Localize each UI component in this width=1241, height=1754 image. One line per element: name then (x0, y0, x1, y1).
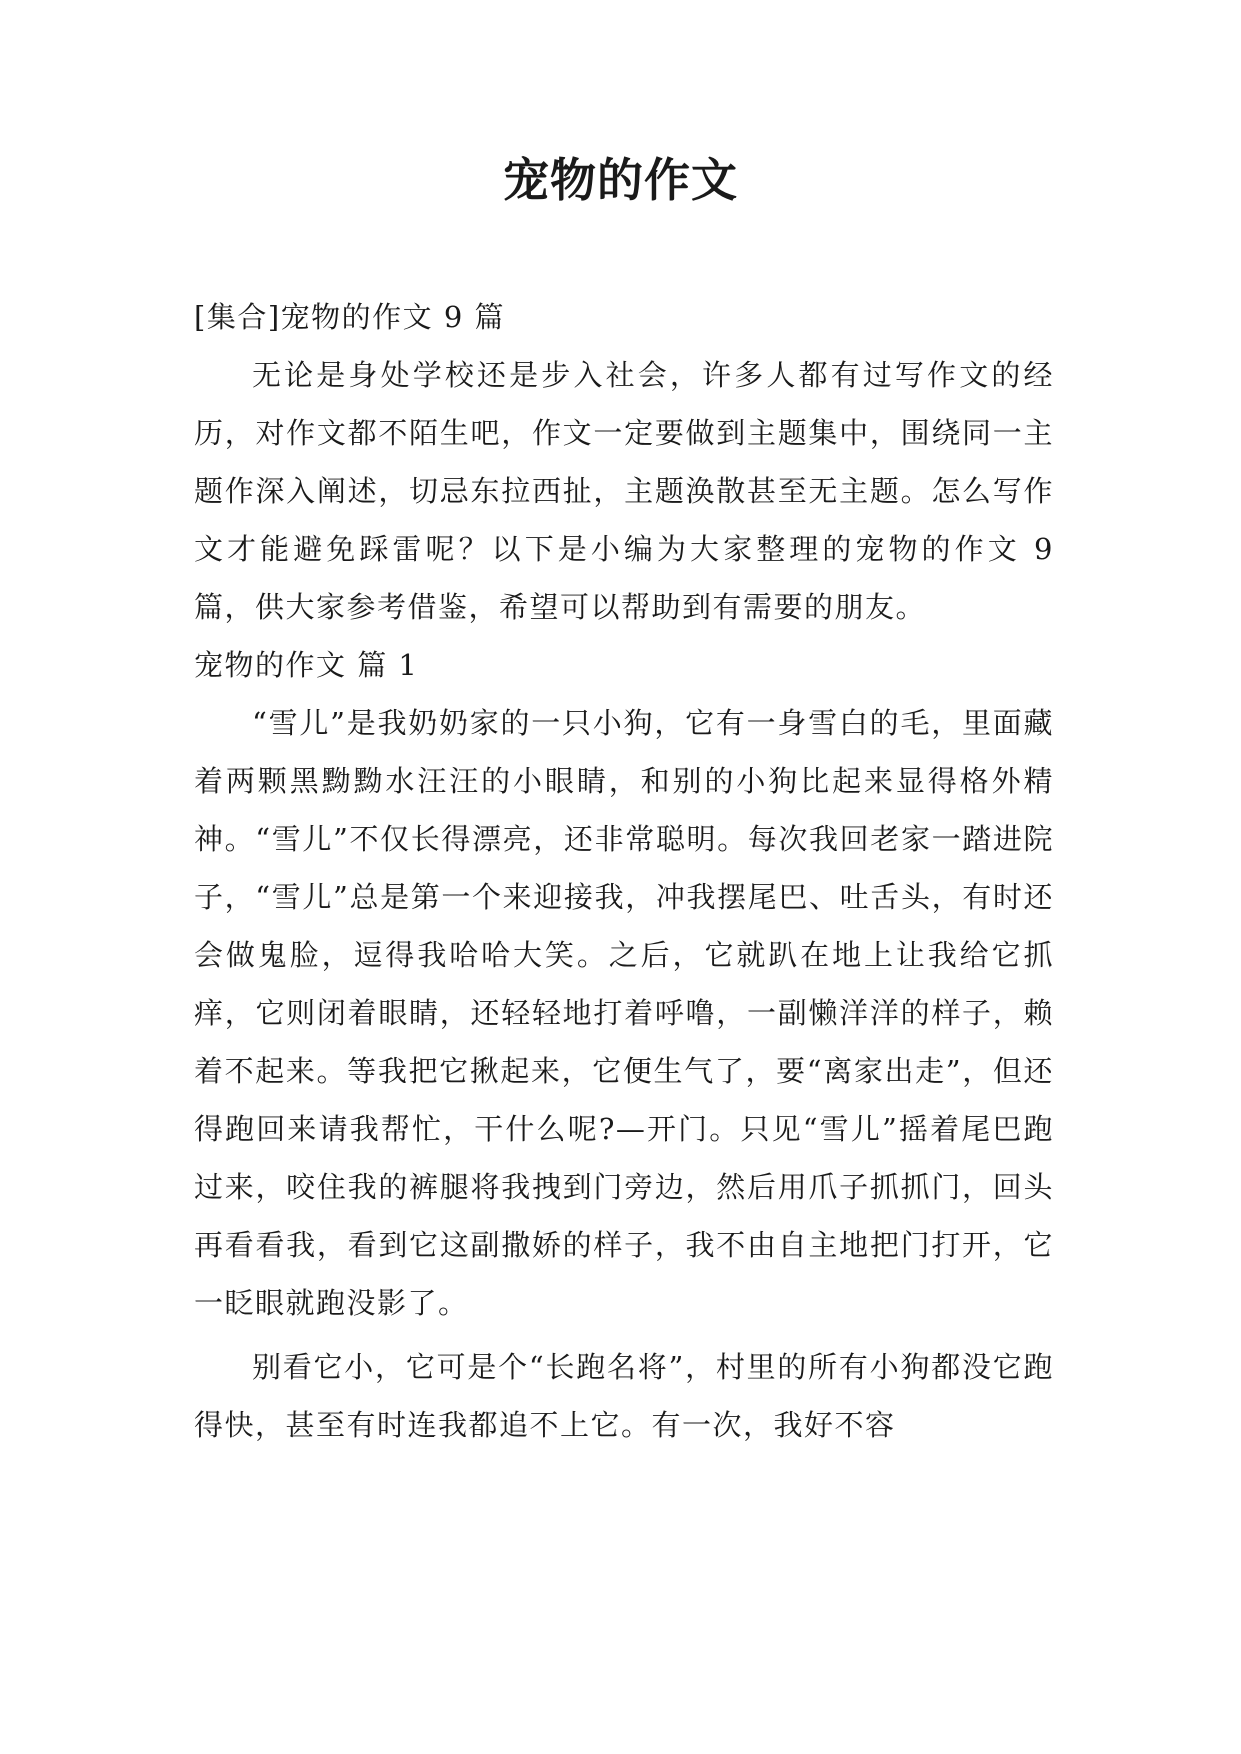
body-paragraph: “雪儿”是我奶奶家的一只小狗，它有一身雪白的毛，里面藏着两颗黑黝黝水汪汪的小眼睛，和别的小狗比起来显得格外精神。“雪儿”不仅长得漂亮，还非常聪明。每次我回老家一踏进院子，“雪儿”总是第一个来迎接我，冲我摆尾巴、吐舌头，有时还会做鬼脸，逗得我哈哈大笑。之后，它就趴在地上让我给它抓痒，它则闭着眼睛，还轻轻地打着呼噜，一副懒洋洋的样子，赖着不起来。等我把它揪起来，它便生气了，要“离家出走”，但还得跑回来请我帮忙，干什么呢?—开门。只见“雪儿”摇着尾巴跑过来，咬住我的裤腿将我拽到门旁边，然后用爪子抓抓门，回头再看看我，看到它这副撒娇的样子，我不由自主地把门打开，它一眨眼就跑没影了。 (194, 706, 1054, 1320)
intro-paragraph: 无论是身处学校还是步入社会，许多人都有过写作文的经历，对作文都不陌生吧，作文一定要做到主题集中，围绕同一主题作深入阐述，切忌东拉西扯，主题涣散甚至无主题。怎么写作文才能避免踩雷呢？以下是小编为大家整理的宠物的作文 9 篇，供大家参考借鉴，希望可以帮助到有需要的朋友。 (194, 358, 1054, 624)
section-heading: 宠物的作文 篇 1 (194, 648, 419, 682)
document-title: 宠物的作文 (503, 153, 738, 207)
document-body (194, 288, 1054, 1454)
collection-subtitle: [集合]宠物的作文 9 篇 (194, 300, 506, 334)
body-paragraph: 别看它小，它可是个“长跑名将”，村里的所有小狗都没它跑得快，甚至有时连我都追不上它。有一次，我好不容 (194, 1350, 1054, 1442)
